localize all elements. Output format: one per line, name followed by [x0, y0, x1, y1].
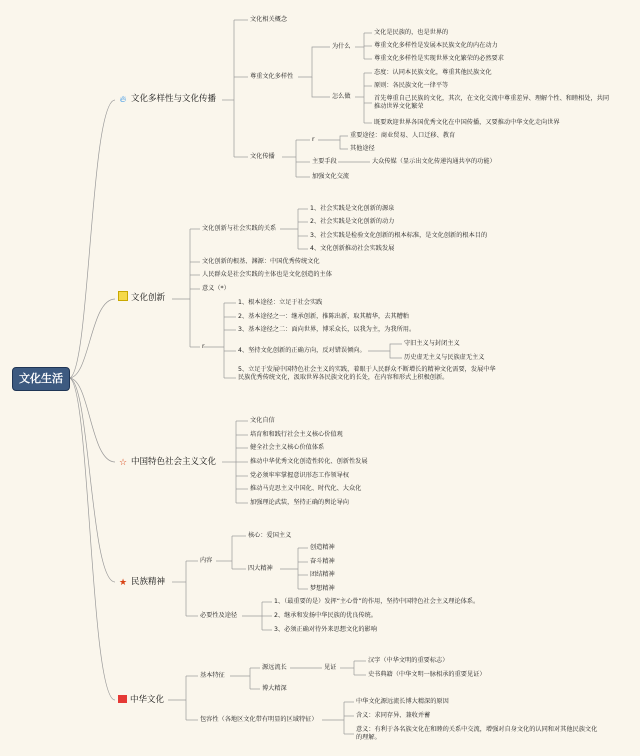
node[interactable]: 加强理论武装，坚持正确的舆论导向: [250, 499, 349, 506]
node[interactable]: 人民群众是社会实践的主体也是文化创造的主体: [202, 271, 332, 278]
node[interactable]: 文化创新与社会实践的关系: [202, 225, 277, 232]
node[interactable]: r: [202, 343, 205, 350]
node[interactable]: 5、立足于发展中国特色社会主义的实践，着眼于人民群众不断增长的精神文化需要，发展中华民族优秀传统文化，汲取世界各民族文化的长处，在内容和形式上积极创新。: [238, 366, 496, 381]
node[interactable]: 3、基本途径之二：面向世界，博采众长，以我为主，为我所用。: [238, 326, 416, 333]
node[interactable]: 2、继承和发扬中华民族的优良传统。: [274, 612, 377, 619]
node[interactable]: 四大精神: [248, 565, 273, 572]
node[interactable]: 其他途径: [350, 145, 375, 152]
node[interactable]: 文化是民族的，也是世界的: [374, 29, 449, 36]
node[interactable]: r: [312, 136, 315, 143]
topic-label: 文化创新: [131, 293, 166, 303]
node[interactable]: 文化自信: [250, 417, 275, 424]
node[interactable]: 奋斗精神: [310, 558, 335, 565]
node[interactable]: 史书典籍（中华文明一脉相承的重要见证）: [368, 671, 486, 678]
root-node[interactable]: 文化生活: [12, 367, 70, 391]
node[interactable]: 源远流长: [262, 664, 287, 671]
node[interactable]: 培育和和践行社会主义核心价值观: [250, 431, 343, 438]
node[interactable]: 历史虚无主义与民族虚无主义: [404, 354, 485, 361]
node[interactable]: 首先尊重自己民族的文化，其次，在文化交流中尊重差异、理解个性、和睦相处，共同推动世界文化繁荣: [374, 95, 610, 110]
node[interactable]: 4、坚持文化创新的正确方向，反对错误倾向。: [238, 347, 366, 354]
flag-icon: [118, 695, 127, 703]
topic-socialist-culture[interactable]: [118, 455, 216, 469]
node[interactable]: 尊重文化多样性: [250, 73, 294, 80]
node[interactable]: 既要欢迎世界各国优秀文化在中国传播，又要推动中华文化走向世界: [374, 119, 560, 126]
topic-cultural-diversity[interactable]: [118, 92, 216, 106]
topic-label: 中国特色社会主义文化: [131, 457, 217, 467]
node[interactable]: 健全社会主义核心价值体系: [250, 444, 325, 451]
node[interactable]: 见证: [324, 664, 337, 671]
topic-chinese-culture[interactable]: [118, 693, 164, 707]
node[interactable]: 1、根本途径：立足于社会实践: [238, 299, 323, 306]
node[interactable]: 意义（*）: [202, 285, 230, 292]
node[interactable]: 尊重文化多样性是发展本民族文化的内在动力: [374, 42, 498, 49]
node[interactable]: 1、（最重要的是）发挥“主心骨”的作用，坚持中国特色社会主义理论体系。: [274, 598, 480, 605]
node[interactable]: 加强文化交流: [312, 173, 350, 180]
topic-national-spirit[interactable]: [118, 575, 165, 589]
node[interactable]: 尊重文化多样性是实现世界文化繁荣的必然要求: [374, 55, 504, 62]
topic-label: 中华文化: [130, 695, 165, 705]
node[interactable]: 3、必须正确对待外来思想文化的影响: [274, 626, 377, 633]
badge-icon: [118, 291, 128, 301]
star-outline-icon: ☆: [118, 458, 128, 468]
node[interactable]: 团结精神: [310, 571, 335, 578]
node[interactable]: 2、基本途径之一：继承创新，推陈出新，取其精华，去其糟粕: [238, 313, 409, 320]
node[interactable]: 怎么做: [332, 93, 351, 100]
node[interactable]: 3、社会实践是检验文化创新的根本标准，是文化创新的根本目的: [310, 232, 488, 239]
star-icon: ★: [118, 578, 128, 588]
node[interactable]: 汉字（中华文明的重要标志）: [368, 657, 449, 664]
node[interactable]: 基本特征: [200, 672, 225, 679]
node[interactable]: 党必须牢牢掌握意识形态工作领导权: [250, 472, 349, 479]
node[interactable]: 4、文化创新推动社会实践发展: [310, 245, 395, 252]
node[interactable]: 为什么: [332, 43, 351, 50]
node[interactable]: 文化创新的根基、渊源：中国优秀传统文化: [202, 258, 320, 265]
topic-cultural-innovation[interactable]: [118, 291, 165, 305]
node[interactable]: 推动中华优秀文化创造性转化、创新性发展: [250, 458, 368, 465]
node[interactable]: 主要手段: [312, 158, 337, 165]
node[interactable]: 文化传播: [250, 153, 275, 160]
node[interactable]: 含义：求同存异、兼收并蓄: [356, 712, 431, 719]
node[interactable]: 中华文化源远流长博大精深的原因: [356, 698, 449, 705]
node[interactable]: 意义：有利于各名族文化在和睦的关系中交流，增强对自身文化的认同和对其他民族文化的理解。: [356, 726, 598, 741]
node[interactable]: 推动马克思主义中国化、时代化、大众化: [250, 485, 362, 492]
node[interactable]: 必要性及途径: [200, 612, 238, 619]
node[interactable]: 梦想精神: [310, 585, 335, 592]
node[interactable]: 大众传媒（显示出文化传递沟通共享的功能）: [372, 158, 496, 165]
node[interactable]: 创造精神: [310, 544, 335, 551]
node[interactable]: 态度：认同本民族文化，尊重其他民族文化: [374, 69, 492, 76]
node[interactable]: 包容性（各地区文化带有明显的区域特征）: [200, 716, 318, 723]
node[interactable]: 2、社会实践是文化创新的动力: [310, 218, 395, 225]
node[interactable]: 原则：各民族文化一律平等: [374, 82, 449, 89]
node[interactable]: 核心：爱国主义: [248, 532, 292, 539]
node[interactable]: 内容: [200, 557, 213, 564]
node[interactable]: 重要途径：商业贸易、人口迁移、教育: [350, 132, 456, 139]
node[interactable]: 博大精深: [262, 685, 287, 692]
node[interactable]: 守旧主义与封闭主义: [404, 340, 460, 347]
topic-label: 文化多样性与文化传播: [131, 94, 217, 104]
fire-icon: 🔥︎: [119, 95, 127, 105]
node[interactable]: 1、社会实践是文化创新的源泉: [310, 205, 395, 212]
node[interactable]: 文化相关概念: [250, 16, 288, 23]
topic-label: 民族精神: [131, 577, 166, 587]
